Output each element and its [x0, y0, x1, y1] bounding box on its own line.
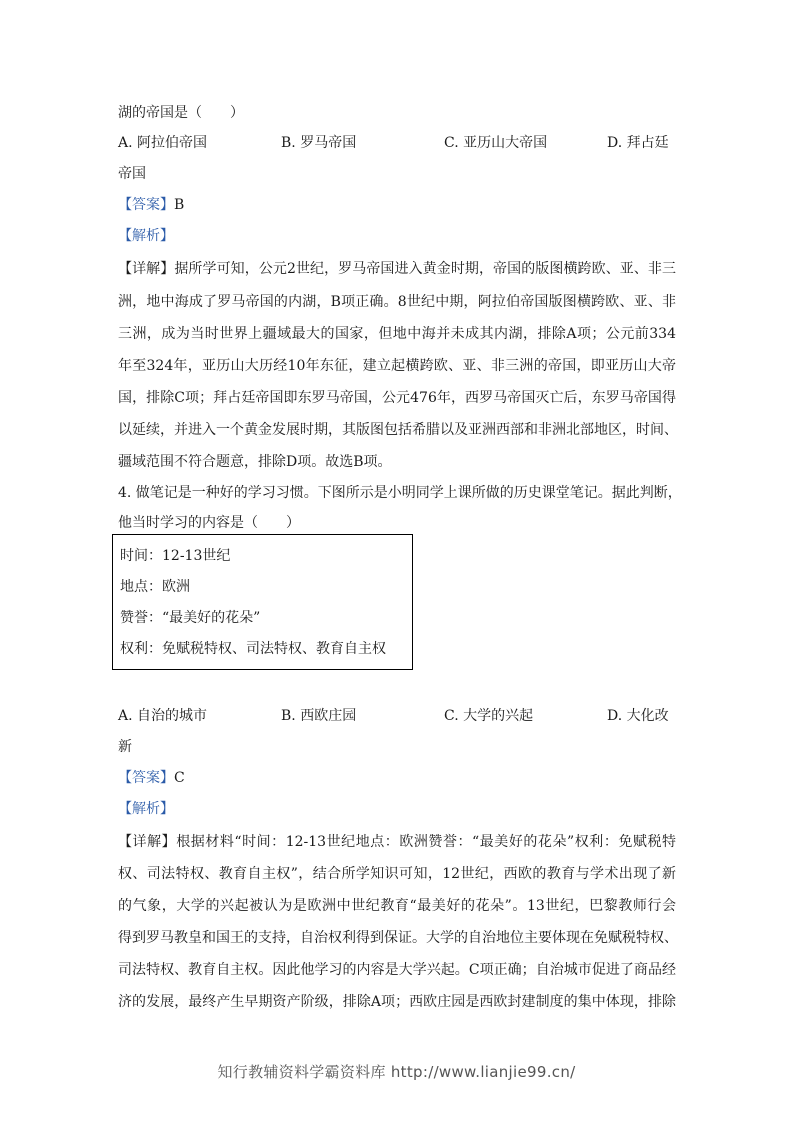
- q3-option-a: A. 阿拉伯帝国: [118, 135, 208, 151]
- q3-detail-line: 国，排除C项；拜占廷帝国即东罗马帝国，公元476年，西罗马帝国灭亡后，东罗马帝国得: [118, 390, 676, 406]
- q3-detail-line: 年至324年，亚历山大历经10年东征，建立起横跨欧、亚、非三洲的帝国，即亚历山大帝: [118, 358, 676, 374]
- q4-option-d: D. 大化改: [607, 708, 669, 724]
- answer-value: B: [174, 197, 185, 213]
- q4-detail-line: 得到罗马教皇和国王的支持，自治权利得到保证。大学的自治地位主要体现在免赋税特权、: [118, 930, 678, 946]
- q4-option-b: B. 西欧庄园: [281, 708, 357, 724]
- q3-detail-line: 【详解】据所学可知，公元2世纪，罗马帝国进入黄金时期，帝国的版图横跨欧、亚、非三: [118, 261, 677, 277]
- q3-option-b: B. 罗马帝国: [281, 135, 357, 151]
- class-notes-box: [112, 534, 413, 670]
- q3-detail-line: 以延续，并进入一个黄金发展时期，其版图包括希腊以及亚洲西部和非洲北部地区，时间、: [118, 422, 678, 438]
- q3-option-d: D. 拜占廷: [607, 135, 669, 151]
- q3-option-wrap: 帝国: [118, 166, 146, 182]
- answer-tag: 【答案】: [118, 770, 174, 786]
- q4-stem-line: 4. 做笔记是一种好的学习习惯。下图所示是小明同学上课所做的历史课堂笔记。据此判断，: [118, 485, 682, 501]
- q3-detail-line: 三洲，成为当时世界上疆域最大的国家，但地中海并未成其内湖，排除A项；公元前334: [118, 326, 676, 342]
- q4-option-c: C. 大学的兴起: [444, 708, 534, 724]
- q4-analysis-tag: 【解析】: [118, 801, 174, 817]
- q4-detail-line: 济的发展，最终产生早期资产阶级，排除A项；西欧庄园是西欧封建制度的集中体现，排除: [118, 994, 676, 1010]
- detail-tag: 【详解】: [118, 834, 177, 850]
- answer-tag: 【答案】: [118, 197, 174, 213]
- note-place: 地点：欧洲: [120, 579, 190, 595]
- q3-stem-end: 湖的帝国是（ ）: [118, 105, 244, 121]
- q4-detail-line: 的气象，大学的兴起被认为是欧洲中世纪教育“最美好的花朵”。13世纪，巴黎教师行会: [118, 898, 676, 914]
- q4-stem-line: 他当时学习的内容是（ ）: [118, 515, 300, 531]
- q3-option-c: C. 亚历山大帝国: [444, 135, 548, 151]
- note-time: 时间：12-13世纪: [120, 548, 231, 564]
- q4-detail-line: 权、司法特权、教育自主权”，结合所学知识可知，12世纪，西欧的教育与学术出现了新: [118, 866, 676, 882]
- q4-answer: [118, 768, 185, 788]
- q3-detail-line: 疆域范围不符合题意，排除D项。故选B项。: [118, 454, 392, 470]
- q4-option-a: A. 自治的城市: [118, 708, 208, 724]
- q4-detail-line: 【详解】根据材料“时间：12-13世纪地点：欧洲赞誉：“最美好的花朵”权利：免赋税特: [118, 834, 676, 850]
- q3-detail-line: 洲，地中海成了罗马帝国的内湖，B项正确。8世纪中期，阿拉伯帝国版图横跨欧、亚、非: [118, 294, 676, 310]
- detail-tag: 【详解】: [118, 261, 175, 277]
- note-rights: 权利：免赋税特权、司法特权、教育自主权: [120, 641, 386, 657]
- q3-answer: [118, 195, 184, 215]
- q3-analysis-tag: 【解析】: [118, 228, 174, 244]
- q4-detail-line: 司法特权、教育自主权。因此他学习的内容是大学兴起。C项正确；自治城市促进了商品经: [118, 962, 676, 978]
- q4-option-wrap: 新: [118, 739, 132, 755]
- answer-value: C: [174, 770, 185, 786]
- note-praise: 赞誉：“最美好的花朵”: [120, 610, 261, 626]
- footer-watermark: 知行教辅资料学霸资料库 http://www.lianjie99.cn/: [217, 1063, 576, 1081]
